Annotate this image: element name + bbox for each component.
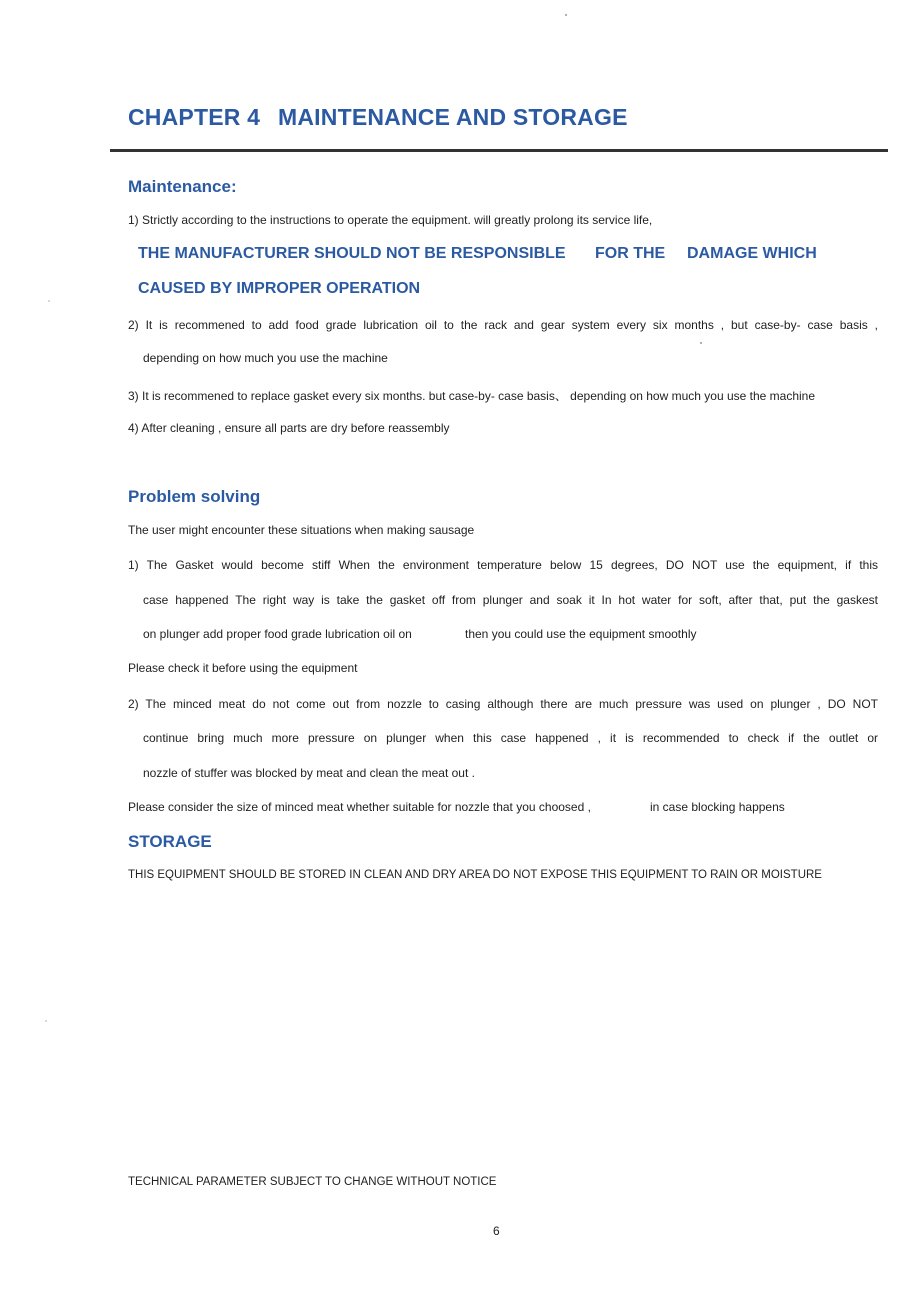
problem-check-note: Please check it before using the equipment: [128, 661, 358, 675]
problem-item-2-line-2: continue bring much more pressure on plunger when this case happened , it is recommended to check if the outlet or: [143, 731, 878, 745]
maintenance-item-3: 3) It is recommened to replace gasket every six months. but case-by- case basis、 depending on how much you use the machine: [128, 389, 816, 403]
scan-speck: [45, 1020, 47, 1022]
problem-intro: The user might encounter these situations when making sausage: [128, 523, 475, 537]
chapter-title: [128, 104, 628, 131]
maintenance-item-4: 4) After cleaning , ensure all parts are dry before reassembly: [128, 421, 450, 435]
footer-notice: TECHNICAL PARAMETER SUBJECT TO CHANGE WITHOUT NOTICE: [128, 1176, 497, 1188]
problem-consider-note-a: Please consider the size of minced meat whether suitable for nozzle that you choosed ,: [128, 800, 591, 814]
chapter-name: MAINTENANCE AND STORAGE: [278, 104, 628, 130]
maintenance-item-2-line-2: depending on how much you use the machine: [143, 351, 388, 365]
problem-solving-heading: Problem solving: [128, 487, 261, 506]
title-divider: [110, 149, 888, 152]
maintenance-heading: Maintenance:: [128, 177, 237, 196]
maintenance-item-1: 1) Strictly according to the instructions to operate the equipment. will greatly prolong its service life,: [128, 213, 653, 227]
chapter-number: CHAPTER 4: [128, 104, 261, 130]
liability-notice-part-3: DAMAGE WHICH: [687, 245, 817, 262]
storage-heading: STORAGE: [128, 832, 212, 851]
scan-speck: [48, 300, 50, 302]
problem-item-1-line-2: case happened The right way is take the gasket off from plunger and soak it In hot water for soft, after that, put the gaskest: [143, 593, 878, 607]
scan-speck: [565, 14, 567, 16]
problem-item-2-line-1: 2) The minced meat do not come out from nozzle to casing although there are much pressure was used on plunger , DO NOT: [128, 697, 878, 711]
problem-item-2-line-3: nozzle of stuffer was blocked by meat and clean the meat out .: [143, 766, 475, 780]
liability-notice-part-1: THE MANUFACTURER SHOULD NOT BE RESPONSIBLE: [138, 245, 566, 262]
liability-notice-part-2: FOR THE: [595, 245, 666, 262]
problem-item-1-line-3a: on plunger add proper food grade lubrication oil on: [143, 627, 412, 641]
problem-consider-note-b: in case blocking happens: [650, 800, 785, 814]
liability-notice-line-2: CAUSED BY IMPROPER OPERATION: [138, 280, 421, 297]
storage-text: THIS EQUIPMENT SHOULD BE STORED IN CLEAN AND DRY AREA DO NOT EXPOSE THIS EQUIPMENT TO RAIN OR MOISTURE: [128, 869, 822, 881]
problem-item-1-line-1: 1) The Gasket would become stiff When the environment temperature below 15 degrees, DO NOT use the equipment, if this: [128, 558, 878, 572]
problem-item-1-line-3b: then you could use the equipment smoothly: [465, 627, 697, 641]
scan-speck: [700, 342, 702, 344]
page-number: 6: [493, 1224, 500, 1238]
maintenance-item-2-line-1: 2) It is recommened to add food grade lubrication oil to the rack and gear system every six months , but case-by- case basis ,: [128, 318, 878, 332]
